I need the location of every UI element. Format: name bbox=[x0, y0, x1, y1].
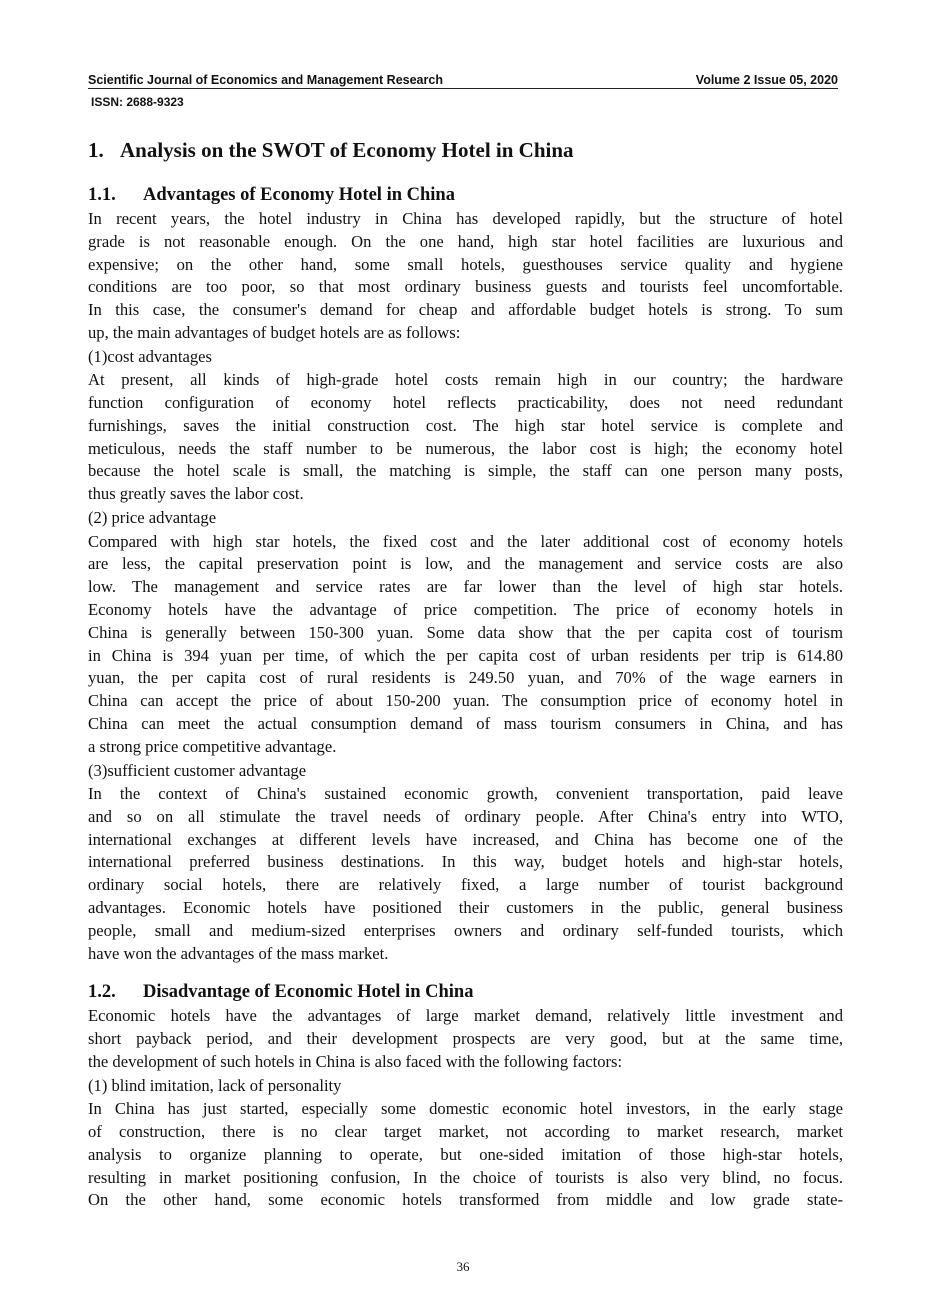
text-line: (3)sufficient customer advantage bbox=[88, 760, 307, 780]
text-line: At present, all kinds of high-grade hotel costs remain high in our country; the hardware bbox=[88, 370, 843, 390]
text-line: advantages. Economic hotels have positioned their customers in the public, general business bbox=[88, 898, 843, 918]
text-line: conditions are too poor, so that most ordinary business guests and tourists feel uncomfortable. bbox=[88, 277, 843, 297]
text-line: China is generally between 150-300 yuan. Some data show that the per capita cost of tourism bbox=[88, 622, 843, 642]
text-line: China can accept the price of about 150-200 yuan. The consumption price of economy hotel in bbox=[88, 691, 843, 711]
subsection-heading-text: Disadvantage of Economic Hotel in China bbox=[143, 982, 474, 1003]
text-line: people, small and medium-sized enterprises owners and ordinary self-funded tourists, which bbox=[88, 920, 843, 940]
paragraph bbox=[88, 208, 843, 345]
journal-name: Scientific Journal of Economics and Management Research bbox=[88, 73, 443, 87]
subsection-number: 1.1. bbox=[88, 185, 116, 205]
text-line: Economic hotels have the advantages of large market demand, relatively little investment and bbox=[88, 1006, 843, 1026]
section-number: 1. bbox=[88, 138, 104, 162]
text-line: meticulous, needs the staff number to be numerous, the labor cost is high; the economy hotel bbox=[88, 438, 843, 458]
text-line: (1)cost advantages bbox=[88, 346, 212, 366]
text-line: of construction, there is no clear target market, not according to market research, market bbox=[88, 1122, 843, 1142]
text-line: are less, the capital preservation point is low, and the management and service costs are also bbox=[88, 554, 843, 574]
item-label bbox=[88, 759, 843, 784]
text-line: In this case, the consumer's demand for cheap and affordable budget hotels is strong. To sum bbox=[88, 300, 843, 320]
text-line: On the other hand, some economic hotels transformed from middle and low grade state- bbox=[88, 1190, 843, 1210]
text-line: international exchanges at different levels have increased, and China has become one of the bbox=[88, 829, 843, 849]
page-number: 36 bbox=[456, 1259, 470, 1274]
article-body bbox=[88, 136, 843, 1212]
text-line: Compared with high star hotels, the fixed cost and the later additional cost of economy hotels bbox=[88, 531, 843, 551]
text-line: and so on all stimulate the travel needs of ordinary people. After China's entry into WTO, bbox=[88, 806, 843, 826]
spacer bbox=[88, 965, 843, 979]
subsection-heading-text: Advantages of Economy Hotel in China bbox=[143, 185, 455, 205]
text-line: In the context of China's sustained economic growth, convenient transportation, paid leave bbox=[88, 784, 843, 804]
text-line: Economy hotels have the advantage of price competition. The price of economy hotels in bbox=[88, 599, 843, 619]
text-line: international preferred business destinations. In this way, budget hotels and high-star hotels, bbox=[88, 852, 843, 872]
section-title bbox=[88, 136, 843, 164]
text-line: a strong price competitive advantage. bbox=[88, 736, 337, 756]
text-line: ordinary social hotels, there are relatively fixed, a large number of tourist background bbox=[88, 875, 843, 895]
text-line: the development of such hotels in China is also faced with the following factors: bbox=[88, 1052, 623, 1071]
subsection-heading bbox=[88, 182, 843, 208]
text-line: have won the advantages of the mass market. bbox=[88, 943, 389, 963]
text-line: analysis to organize planning to operate, but one-sided imitation of those high-star hotels, bbox=[88, 1144, 843, 1164]
text-line: function configuration of economy hotel reflects practicability, does not need redundant bbox=[88, 393, 843, 413]
item-label bbox=[88, 506, 843, 531]
text-line: furnishings, saves the initial construction cost. The high star hotel service is complete and bbox=[88, 415, 843, 435]
subsection-heading bbox=[88, 979, 843, 1005]
text-line: (2) price advantage bbox=[88, 508, 217, 528]
text-line: in China is 394 yuan per time, of which the per capita cost of urban residents per trip is 614.80 bbox=[88, 645, 843, 665]
text-line: In China has just started, especially some domestic economic hotel investors, in the early stage bbox=[88, 1099, 843, 1119]
text-line: In recent years, the hotel industry in China has developed rapidly, but the structure of hotel bbox=[88, 209, 843, 228]
running-header bbox=[88, 73, 838, 89]
item-label bbox=[88, 345, 843, 370]
volume-issue: Volume 2 Issue 05, 2020 bbox=[695, 73, 838, 87]
paragraph bbox=[88, 1098, 843, 1212]
text-line: low. The management and service rates are far lower than the level of high star hotels. bbox=[88, 577, 843, 597]
text-line: thus greatly saves the labor cost. bbox=[88, 484, 304, 504]
issn: ISSN: 2688-9323 bbox=[91, 95, 184, 109]
text-line: (1) blind imitation, lack of personality bbox=[88, 1075, 342, 1095]
text-line: up, the main advantages of budget hotels are as follows: bbox=[88, 322, 461, 342]
text-line: China can meet the actual consumption demand of mass tourism consumers in China, and has bbox=[88, 713, 843, 733]
subsection-number: 1.2. bbox=[88, 982, 116, 1003]
text-line: expensive; on the other hand, some small hotels, guesthouses service quality and hygiene bbox=[88, 254, 843, 274]
paragraph bbox=[88, 531, 843, 759]
text-line: resulting in market positioning confusion, In the choice of tourists is also very blind, no focus. bbox=[88, 1167, 843, 1187]
text-line: yuan, the per capita cost of rural residents is 249.50 yuan, and 70% of the wage earners in bbox=[88, 668, 843, 688]
text-line: short payback period, and their development prospects are very good, but at the same time, bbox=[88, 1029, 843, 1049]
text-line: because the hotel scale is small, the matching is simple, the staff can one person many posts, bbox=[88, 461, 843, 481]
paragraph bbox=[88, 1005, 843, 1073]
paragraph bbox=[88, 369, 843, 506]
item-label bbox=[88, 1074, 843, 1099]
text-line: grade is not reasonable enough. On the one hand, high star hotel facilities are luxurious and bbox=[88, 231, 843, 251]
section-title-text: Analysis on the SWOT of Economy Hotel in China bbox=[120, 138, 574, 162]
paragraph bbox=[88, 783, 843, 965]
